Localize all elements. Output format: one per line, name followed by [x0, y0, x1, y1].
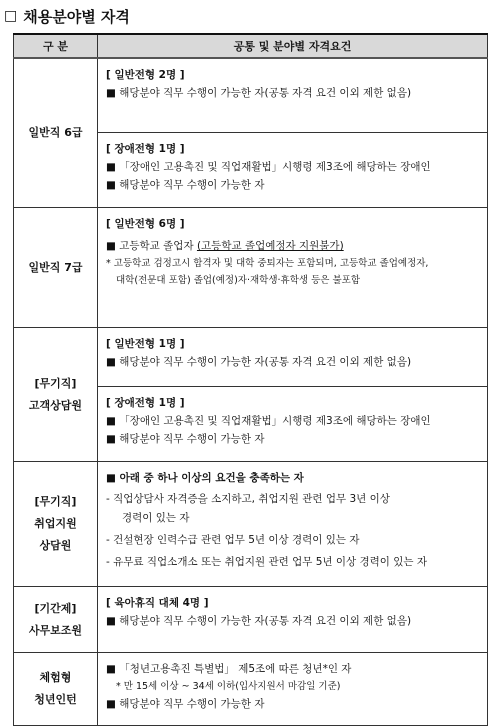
- table-row: [14, 653, 488, 726]
- category-label: 상담원: [39, 539, 72, 552]
- category-label: 사무보조원: [28, 623, 83, 637]
- category-label: [무기직]: [34, 495, 77, 508]
- requirement-section: [98, 59, 487, 132]
- table-header-row: [14, 34, 488, 58]
- category-label: 고객상담원: [28, 398, 83, 412]
- requirement-line: ■ 해당분야 직무 수행이 가능한 자: [106, 179, 265, 191]
- row-content: [98, 208, 488, 328]
- section-title: [4, 4, 130, 28]
- requirement-line: ■ 해당분야 직무 수행이 가능한 자: [106, 698, 265, 710]
- section-heading: ■ 아래 중 하나 이상의 요건을 충족하는 자: [106, 472, 304, 484]
- requirement-note: * 만 15세 이상 ~ 34세 이하(입사지원서 마감일 기준): [116, 681, 341, 692]
- requirement-line: [106, 237, 479, 255]
- category-label: 청년인턴: [34, 693, 77, 706]
- category-label: 취업지원: [34, 517, 77, 530]
- row-category: [14, 587, 98, 653]
- row-category: [14, 58, 98, 208]
- requirement-underlined: (고등학교 졸업예정자 지원불가): [196, 240, 344, 252]
- section-title-text: 채용분야별 자격: [23, 7, 130, 26]
- requirement-line: ■ 「청년고용촉진 특별법」 제5조에 따른 청년*인 자: [106, 663, 352, 675]
- requirement-text: ■ 고등학교 졸업자: [106, 240, 197, 252]
- category-label: 일반직 7급: [28, 260, 83, 274]
- requirement-section: [98, 462, 487, 586]
- section-heading: [ 일반전형 6명 ]: [106, 218, 185, 230]
- requirement-note: * 고등학교 검정고시 합격자 및 대학 중퇴자는 포함되며, 고등학교 졸업예정자,: [106, 258, 429, 269]
- requirement-line: ■ 해당분야 직무 수행이 가능한 자(공통 자격 요건 이외 제한 없음): [106, 87, 412, 99]
- row-category: [14, 208, 98, 328]
- requirement-section: [98, 132, 487, 207]
- row-content: [98, 587, 488, 653]
- requirement-section: [98, 653, 487, 725]
- requirement-line: ■ 「장애인 고용촉진 및 직업재활법」시행령 제3조에 해당하는 장애인: [106, 161, 431, 173]
- checkbox-square-icon: □: [4, 8, 18, 24]
- table-row: [14, 462, 488, 587]
- row-category: [14, 653, 98, 726]
- row-content: [98, 58, 488, 208]
- requirement-line: ■ 해당분야 직무 수행이 가능한 자: [106, 433, 265, 445]
- row-content: [98, 462, 488, 587]
- table-row: [14, 208, 488, 328]
- requirement-item: - 직업상담사 자격증을 소지하고, 취업지원 관련 업무 3년 이상: [106, 493, 390, 505]
- row-content: [98, 653, 488, 726]
- row-category: [14, 462, 98, 587]
- requirement-section: [98, 587, 487, 652]
- category-label: [기간제]: [34, 601, 77, 615]
- requirement-section: [98, 328, 487, 386]
- requirement-line: ■ 해당분야 직무 수행이 가능한 자(공통 자격 요건 이외 제한 없음): [106, 356, 412, 368]
- header-category: 구 분: [14, 34, 98, 58]
- section-heading: [ 장애전형 1명 ]: [106, 397, 185, 409]
- section-heading: [ 육아휴직 대체 4명 ]: [106, 597, 209, 609]
- section-heading: [ 일반전형 2명 ]: [106, 69, 185, 81]
- category-label: 체험형: [39, 671, 72, 684]
- requirement-section: [98, 386, 487, 461]
- requirement-section: [98, 208, 487, 327]
- table-row: [14, 58, 488, 208]
- requirement-line: ■ 해당분야 직무 수행이 가능한 자(공통 자격 요건 이외 제한 없음): [106, 615, 412, 627]
- row-content: [98, 328, 488, 462]
- table-row: [14, 328, 488, 462]
- category-label: [무기직]: [34, 376, 77, 390]
- requirement-item: - 유무료 직업소개소 또는 취업지원 관련 업무 5년 이상 경력이 있는 자: [106, 556, 428, 568]
- header-requirements: 공통 및 분야별 자격요건: [98, 34, 488, 58]
- requirement-note: 대학(전문대 포함) 졸업(예정)자·재학생·휴학생 등은 불포함: [116, 275, 361, 286]
- requirement-item: - 건설현장 인력수급 관련 업무 5년 이상 경력이 있는 자: [106, 534, 360, 546]
- qualification-table: [13, 33, 488, 726]
- requirement-item-continued: 경력이 있는 자: [122, 512, 190, 524]
- row-category: [14, 328, 98, 462]
- table-row: [14, 587, 488, 653]
- requirement-line: ■ 「장애인 고용촉진 및 직업재활법」시행령 제3조에 해당하는 장애인: [106, 415, 431, 427]
- section-heading: [ 일반전형 1명 ]: [106, 338, 185, 350]
- category-label: 일반직 6급: [28, 126, 83, 139]
- section-heading: [ 장애전형 1명 ]: [106, 143, 185, 155]
